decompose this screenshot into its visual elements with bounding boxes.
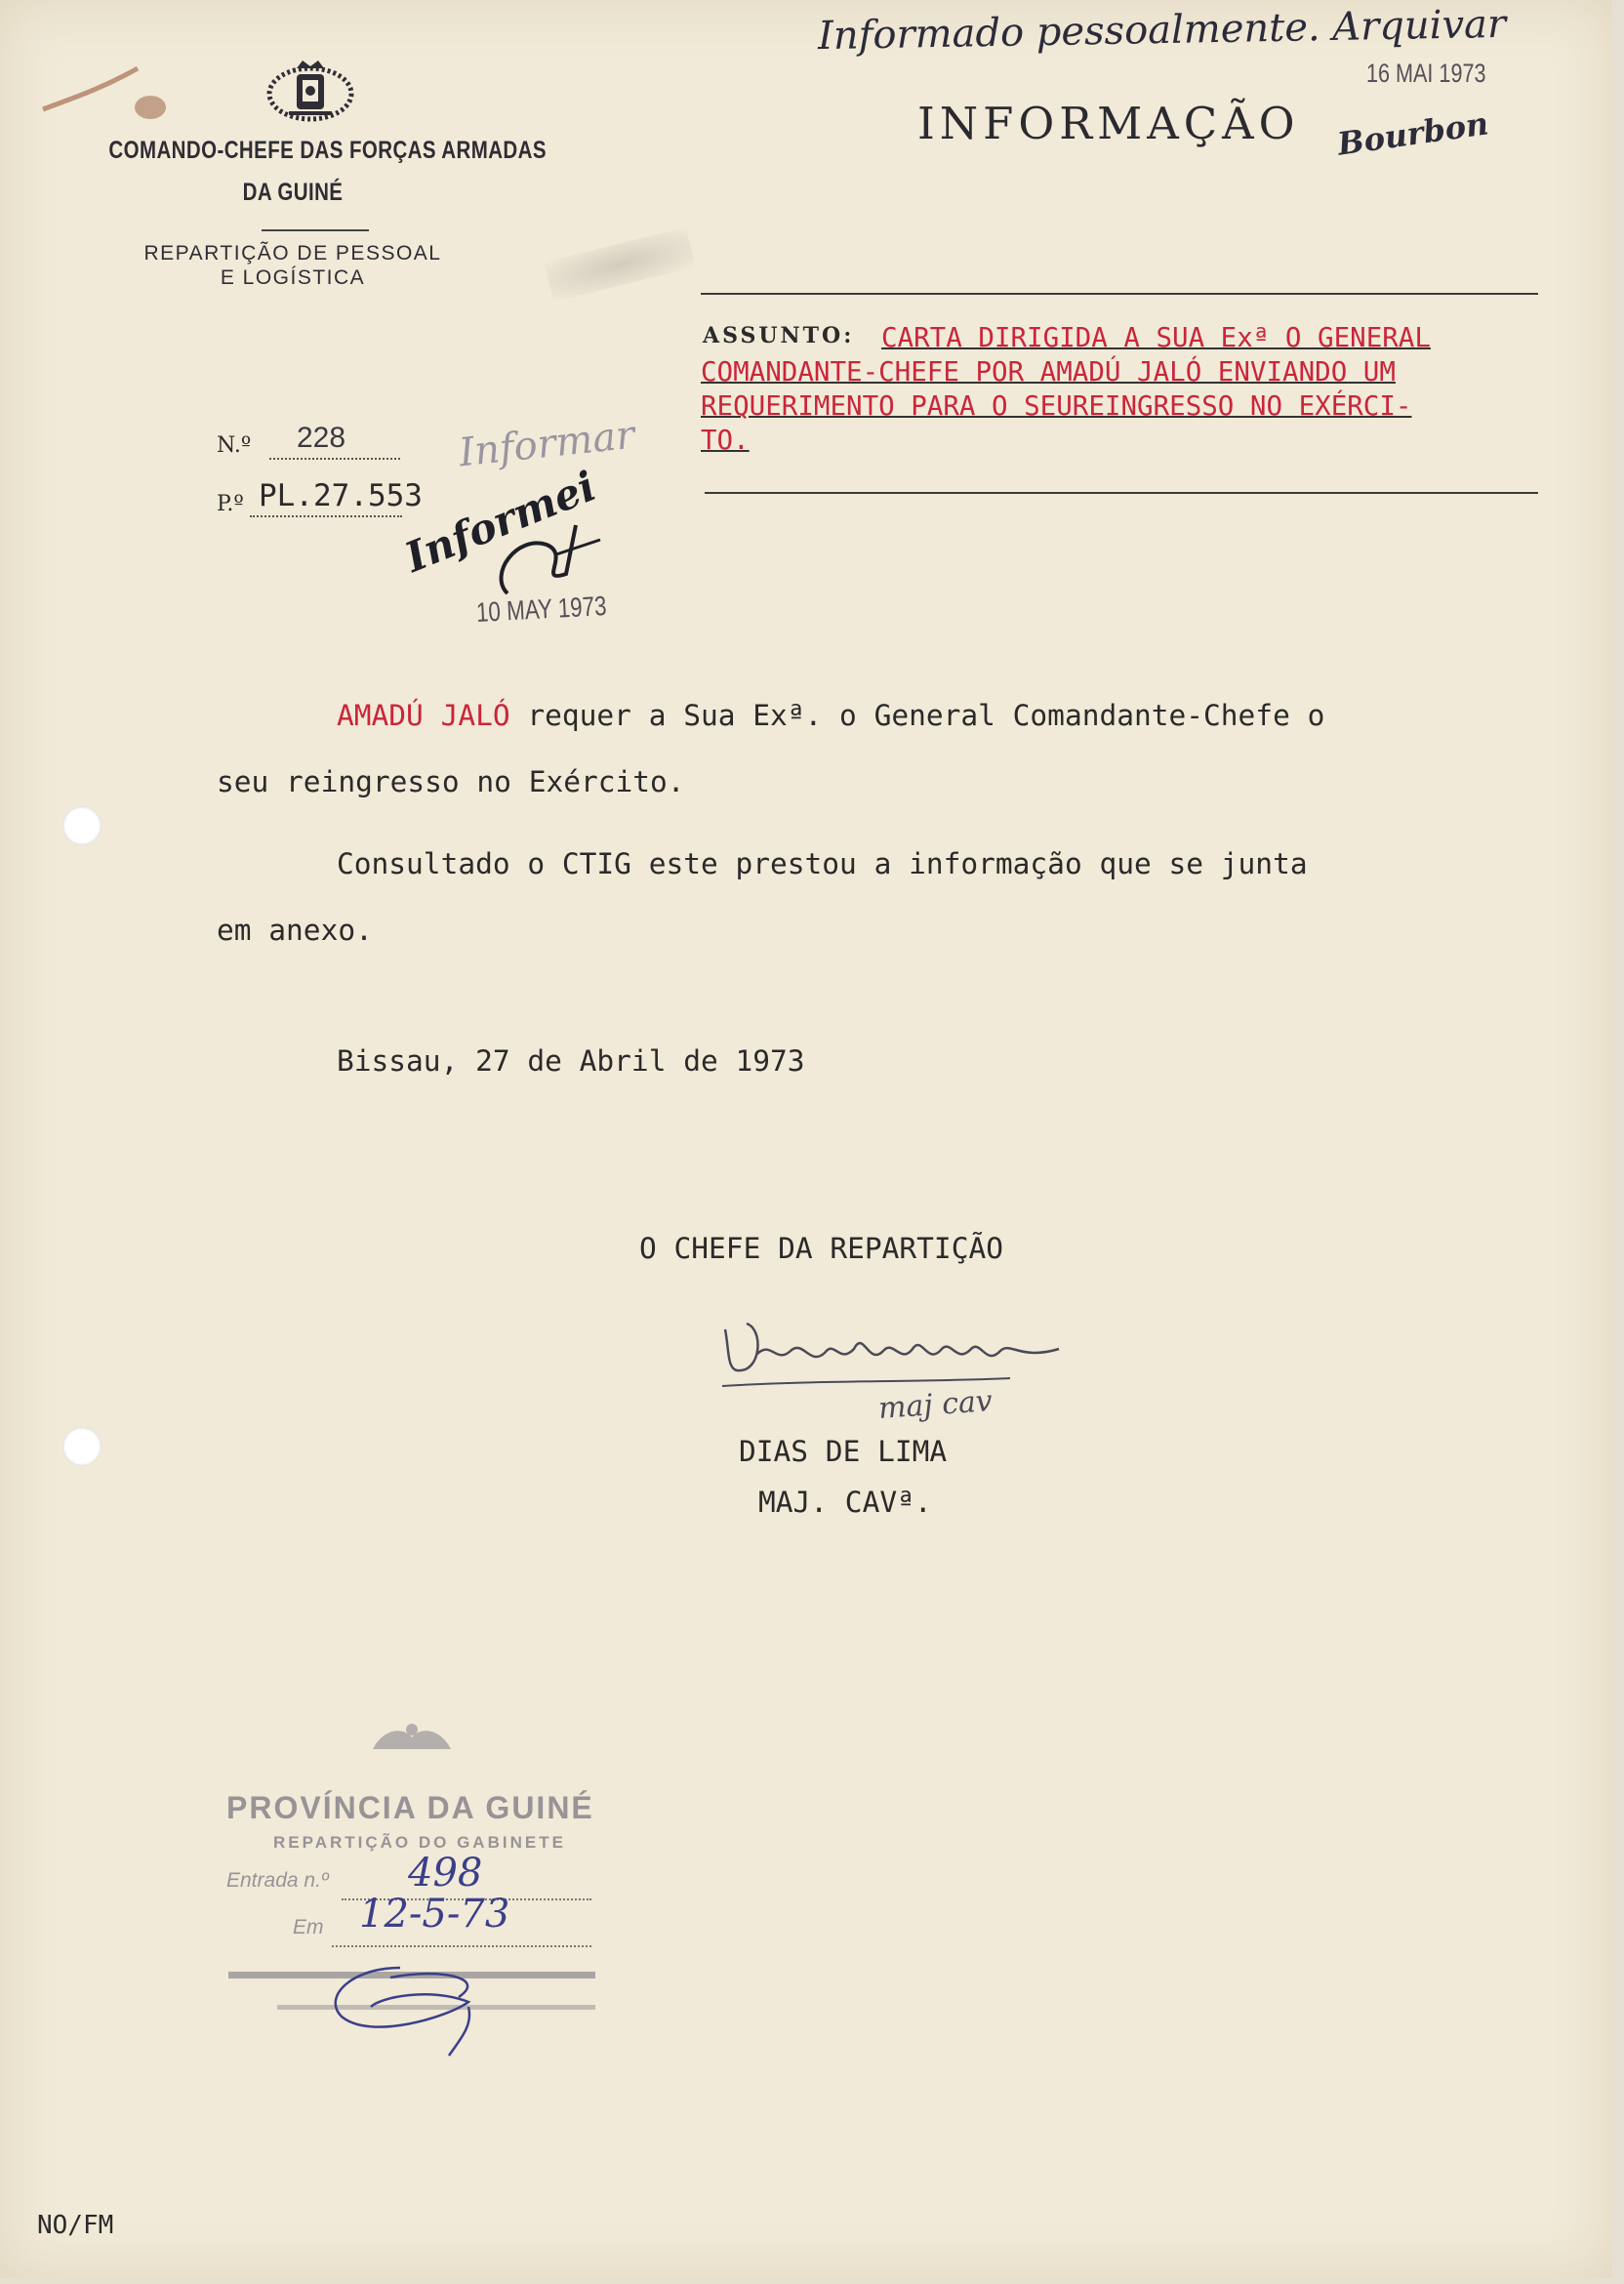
handwritten-note-side: Informar — [457, 412, 637, 476]
department-line1: REPARTIÇÃO DE PESSOAL — [143, 242, 442, 265]
handwritten-note-side-2: Informei — [398, 462, 603, 582]
number-label: N.º — [217, 433, 252, 458]
entry-stamp-line1: PROVÍNCIA DA GUINÉ — [226, 1790, 594, 1825]
handwritten-initials: Bourbon — [1335, 104, 1491, 163]
subject-line2: COMANDANTE-CHEFE POR AMADÚ JALÓ ENVIANDO UM — [701, 356, 1396, 387]
signature-image — [717, 1310, 1069, 1388]
letterhead-line2: DA GUINÉ — [242, 179, 344, 206]
body-paragraph2-line2: em anexo. — [217, 914, 373, 947]
signatory-rank: MAJ. CAVª. — [758, 1486, 932, 1519]
letterhead-divider — [262, 229, 369, 231]
requester-name: AMADÚ JALÓ — [337, 699, 510, 732]
process-value: PL.27.553 — [259, 478, 423, 513]
subject-line3: REQUERIMENTO PARA O SEUREINGRESSO NO EXÉRCI- — [701, 390, 1412, 422]
entry-number-value: 498 — [408, 1851, 483, 1896]
body-paragraph1-line2: seu reingresso no Exército. — [217, 765, 685, 798]
stamp-crest-icon — [363, 1720, 461, 1755]
process-label: P.º — [217, 492, 244, 516]
entry-date-label: Em — [293, 1916, 324, 1938]
entry-date-value: 12-5-73 — [359, 1892, 510, 1937]
subject-line4: TO. — [701, 425, 750, 456]
entry-stamp-signature — [312, 1948, 527, 2065]
document-type-title: INFORMAÇÃO — [917, 98, 1300, 149]
footer-code: NO/FM — [37, 2211, 114, 2240]
letterhead-line1: COMANDO-CHEFE DAS FORÇAS ARMADAS — [108, 137, 547, 164]
punch-hole-top — [62, 806, 102, 845]
body-paragraph2-line1: Consultado o CTIG este prestou a informação que se junta — [337, 847, 1308, 880]
subject-rule-bottom — [705, 492, 1538, 494]
handwritten-initials-side — [478, 515, 615, 603]
closing-title: O CHEFE DA REPARTIÇÃO — [639, 1232, 1003, 1265]
handwritten-note-top: Informado pessoalmente. Arquivar — [817, 1, 1507, 60]
signatory-name: DIAS DE LIMA — [739, 1435, 948, 1468]
coat-of-arms-icon — [262, 55, 359, 129]
entry-stamp-line2: REPARTIÇÃO DO GABINETE — [273, 1833, 566, 1852]
number-dotted-line — [269, 458, 400, 460]
body-paragraph1-line1: AMADÚ JALÓ requer a Sua Exª. o General Comandante-Chefe o — [337, 699, 1325, 732]
process-dotted-line — [250, 515, 402, 517]
subject-label: ASSUNTO: — [703, 323, 855, 348]
date-stamp-top: 16 MAI 1973 — [1366, 59, 1486, 88]
entry-date-line — [332, 1945, 591, 1947]
entry-number-label: Entrada n.º — [226, 1869, 329, 1892]
rust-stain — [35, 49, 172, 127]
date-line: Bissau, 27 de Abril de 1973 — [337, 1044, 805, 1078]
department-line2: E LOGÍSTICA — [220, 266, 366, 289]
date-stamp-side: 10 MAY 1973 — [475, 591, 608, 628]
number-value: 228 — [297, 422, 346, 454]
stamp-smudge — [544, 226, 696, 302]
handwritten-rank: maj cav — [876, 1383, 994, 1427]
subject-line1: CARTA DIRIGIDA A SUA Exª O GENERAL — [881, 322, 1431, 353]
subject-rule-top — [701, 293, 1538, 295]
punch-hole-bottom — [62, 1427, 102, 1466]
